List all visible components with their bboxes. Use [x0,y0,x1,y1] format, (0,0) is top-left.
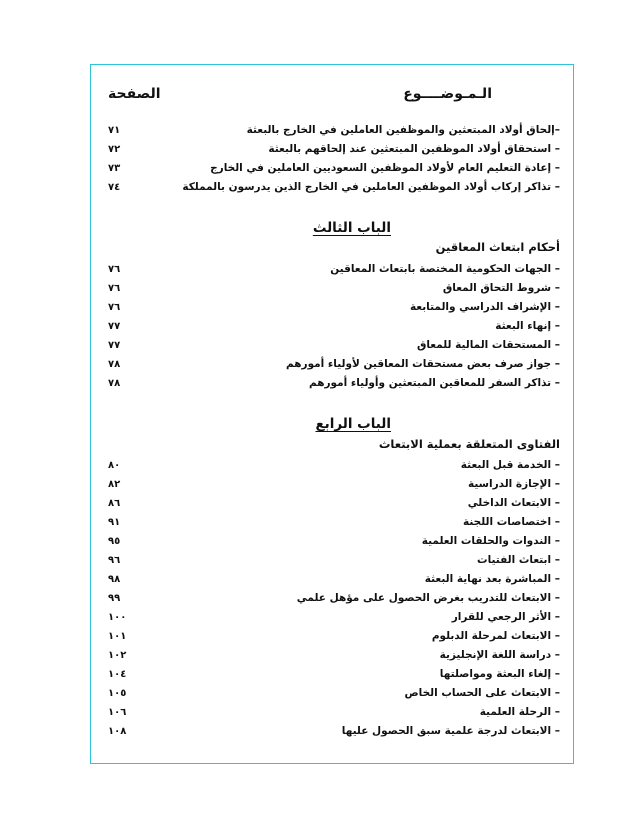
toc-entry[interactable] [108,177,560,197]
toc-entry-page: ٨٢ [108,478,121,490]
toc-entry-page: ٧٧ [108,320,121,332]
toc-entry[interactable] [108,158,560,178]
toc-entry-page: ٧٦ [108,263,121,275]
toc-entry-title: – المستحقات المالية للمعاق [416,339,560,351]
toc-entry-title: – شروط التحاق المعاق [442,282,560,294]
toc-entry[interactable] [108,702,560,722]
toc-entry-title: – الابتعاث للتدريب بغرض الحصول على مؤهل علمي [296,592,560,604]
toc-entry-title: – الأثر الرجعي للقرار [451,611,560,623]
toc-entry-title: –إلحاق أولاد المبتعثين والموظفين العاملين في الخارج بالبعثة [246,124,560,136]
toc-entry-page: ٨٠ [108,459,121,471]
toc-entry[interactable] [108,550,560,570]
toc-entry-title: – الابتعاث لمرحلة الدبلوم [431,630,560,642]
toc-entry-page: ٩١ [108,516,121,528]
toc-entry-page: ١٠٦ [108,706,127,718]
toc-entry-title: – إنهاء البعثة [495,320,560,332]
toc-entry-title: – الرحلة العلمية [479,706,560,718]
toc-entry[interactable] [108,373,560,393]
toc-entry-title: – الابتعاث لدرجة علمية سبق الحصول عليها [341,725,560,737]
toc-entry-title: – المباشرة بعد نهاية البعثة [424,573,560,585]
toc-entry-title: – الابتعاث الداخلي [467,497,560,509]
toc-entry-page: ١٠٨ [108,725,127,737]
toc-entry[interactable] [108,664,560,684]
toc-entry[interactable] [108,512,560,532]
toc-entry-title: – إعادة التعليم العام لأولاد الموظفين السعوديين العاملين في الخارج [210,162,560,174]
toc-entry[interactable] [108,474,560,494]
toc-entry-page: ٧٦ [108,301,121,313]
toc-entry-page: ٧٨ [108,358,121,370]
toc-entry-page: ١٠٠ [108,611,127,623]
toc-entry-title: – الإشراف الدراسي والمتابعة [409,301,560,313]
toc-entry[interactable] [108,531,560,551]
toc-entry-page: ٩٦ [108,554,121,566]
toc-entry[interactable] [108,607,560,627]
toc-entry[interactable] [108,645,560,665]
toc-entry-page: ٩٨ [108,573,121,585]
toc-entry-title: – جواز صرف بعض مستحقات المعاقين لأولياء أمورهم [286,358,560,370]
toc-entry-page: ٧٧ [108,339,121,351]
toc-entry-page: ٧٢ [108,143,121,155]
toc-entry-title: – الخدمة قبل البعثة [460,459,560,471]
toc-entry-page: ١٠١ [108,630,127,642]
toc-entry[interactable] [108,335,560,355]
toc-entry-title: – اختصاصات اللجنة [463,516,560,528]
toc-entry[interactable] [108,493,560,513]
toc-entry-page: ٨٦ [108,497,121,509]
toc-entry[interactable] [108,297,560,317]
chapter-heading: الباب الرابع [315,416,391,432]
toc-entry[interactable] [108,259,560,279]
topic-column-header: الـمـوضــــوع [403,86,492,102]
toc-entry[interactable] [108,626,560,646]
toc-entry-title: – الندوات والحلقات العلمية [421,535,560,547]
toc-entry-page: ٧٦ [108,282,121,294]
toc-entry-title: – الإجازة الدراسية [468,478,560,490]
toc-entry[interactable] [108,588,560,608]
toc-entry-title: – الجهات الحكومية المختصة بابتعاث المعاقين [330,263,560,275]
chapter-subheading: الفتاوى المتعلقة بعملية الابتعاث [378,437,560,451]
toc-entry-title: – استحقاق أولاد الموظفين المبتعثين عند إلحاقهم بالبعثة [268,143,560,155]
toc-entry-page: ٩٩ [108,592,121,604]
toc-entry[interactable] [108,721,560,741]
toc-entry-page: ٧٣ [108,162,121,174]
toc-entry[interactable] [108,683,560,703]
toc-entry-page: ١٠٥ [108,687,127,699]
toc-entry[interactable] [108,316,560,336]
toc-entry[interactable] [108,455,560,475]
toc-entry-page: ١٠٢ [108,649,127,661]
toc-entry[interactable] [108,354,560,374]
toc-entry-page: ٧١ [108,124,121,136]
toc-entry[interactable] [108,139,560,159]
chapter-subheading: أحكام ابتعاث المعاقين [435,240,560,254]
toc-entry-title: – الابتعاث على الحساب الخاص [404,687,560,699]
toc-entry[interactable] [108,569,560,589]
toc-entry-title: – تذاكر إركاب أولاد الموظفين العاملين في الخارج الذين يدرسون بالمملكة [182,181,560,193]
toc-entry-title: – تذاكر السفر للمعاقين المبتعثين وأولياء أمورهم [308,377,560,389]
toc-entry-page: ٩٥ [108,535,121,547]
toc-entry-title: – إلغاء البعثة ومواصلتها [439,668,560,680]
toc-entry[interactable] [108,120,560,140]
toc-entry[interactable] [108,278,560,298]
page-column-header: الصفحة [108,86,161,102]
toc-entry-page: ٧٨ [108,377,121,389]
toc-entry-title: – ابتعاث الفتيات [477,554,560,566]
toc-entry-title: – دراسة اللغة الإنجليزية [439,649,560,661]
chapter-heading: الباب الثالث [312,220,391,236]
toc-entry-page: ٧٤ [108,181,121,193]
toc-entry-page: ١٠٤ [108,668,127,680]
